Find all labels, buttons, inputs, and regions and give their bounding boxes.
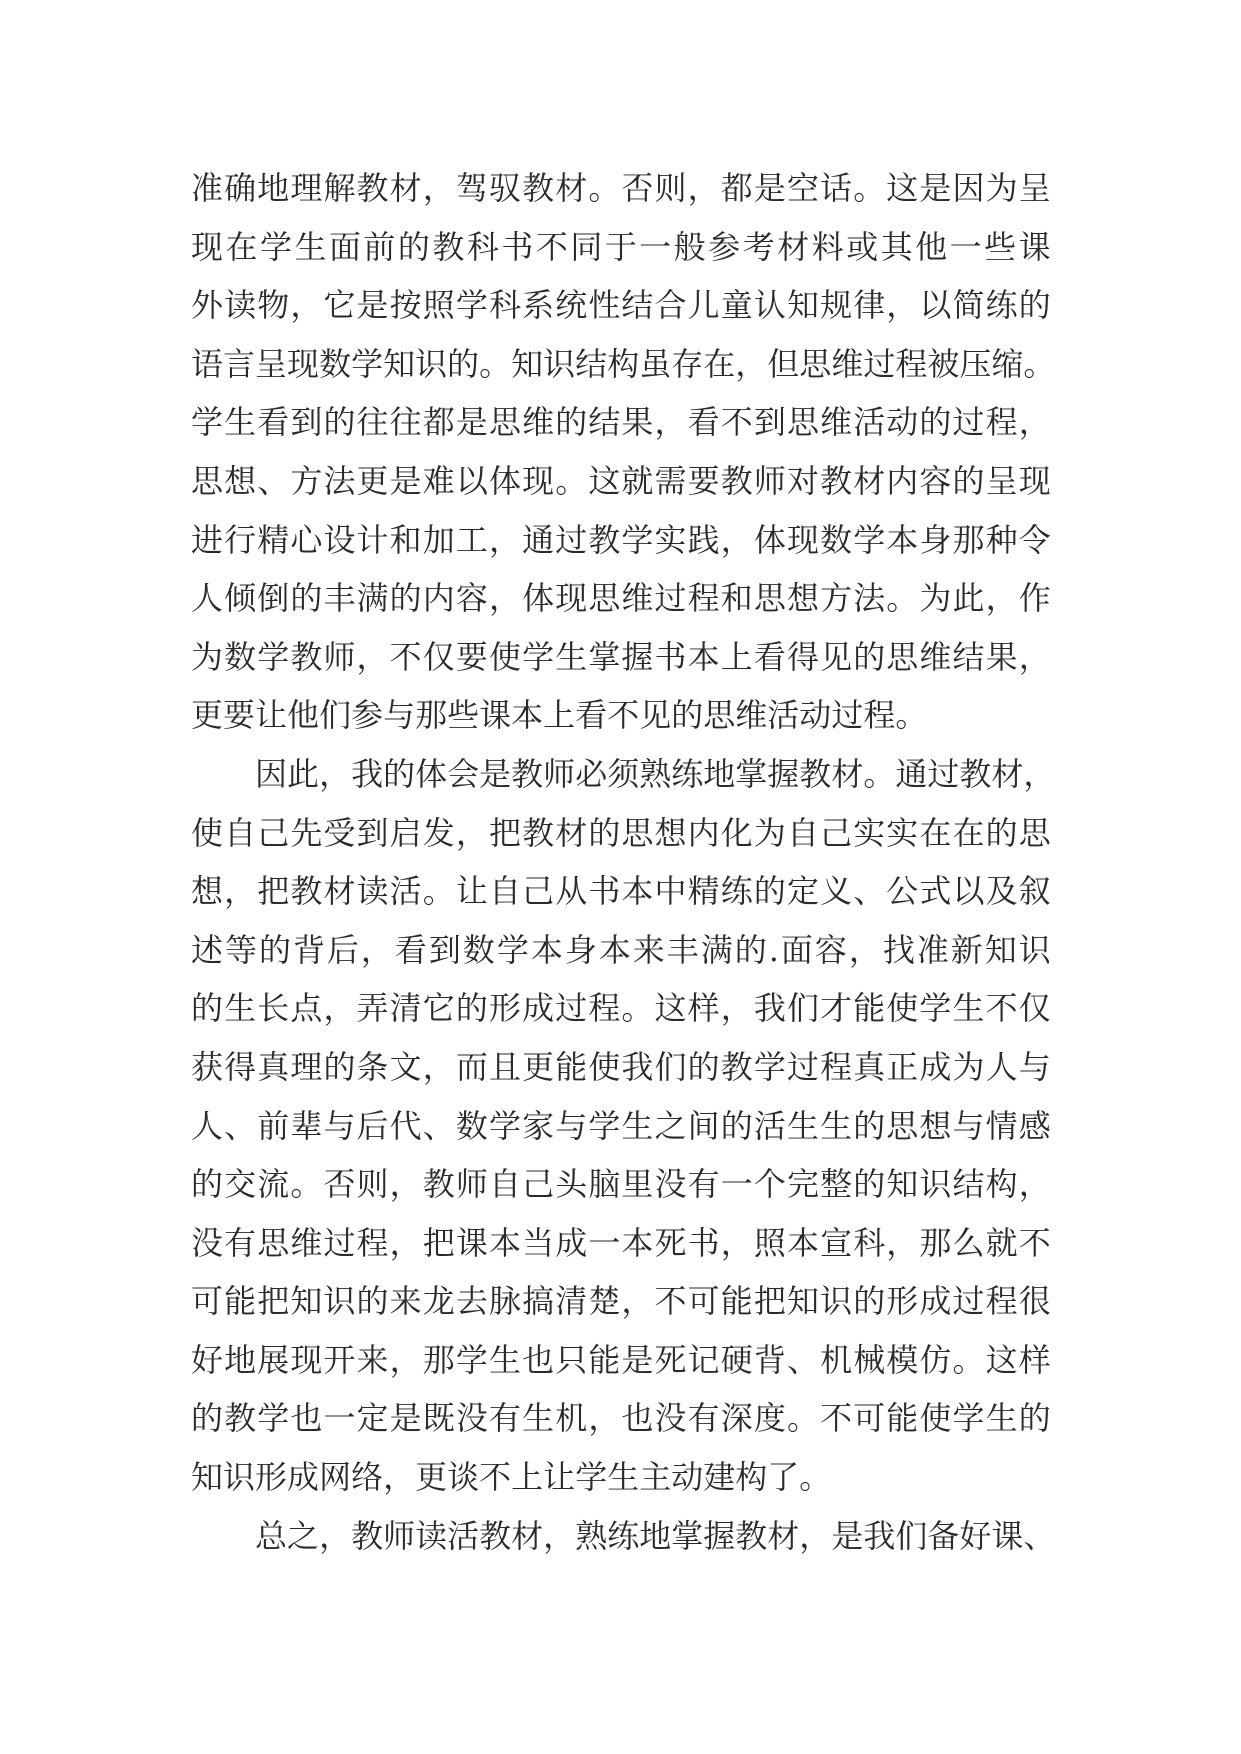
text-line: 的 交 流 。 否 则 ， 教 师 自 己 头 脑 里 没 有 一 个 完 整 的 知 识 结 构 ，: [191, 1165, 1051, 1204]
text-line: 总 之 ， 教 师 读 活 教 材 ， 熟 练 地 掌 握 教 材 ， 是 我 们 备 好 课 、: [255, 1516, 1056, 1555]
text-line: 述 等 的 背 后 ， 看 到 数 学 本 身 本 来 丰 满 的 . 面 容 ， 找 准 新 知 识: [191, 930, 1051, 969]
text-line: 人 倾 倒 的 丰 满 的 内 容 ， 体 现 思 维 过 程 和 思 想 方 法 。 为 此 ， 作: [191, 579, 1051, 618]
text-line: 现 在 学 生 面 前 的 教 科 书 不 同 于 一 般 参 考 材 料 或 其 他 一 些 课: [191, 227, 1051, 266]
text-line: 的 生 长 点 ， 弄 清 它 的 形 成 过 程 。 这 样 ， 我 们 才 能 使 学 生 不 仅: [191, 989, 1051, 1028]
body-text: [191, 159, 1056, 1565]
text-line: 没 有 思 维 过 程 ， 把 课 本 当 成 一 本 死 书 ， 照 本 宣 科 ， 那 么 就 不: [191, 1223, 1051, 1262]
text-line: 使 自 己 先 受 到 启 发 ， 把 教 材 的 思 想 内 化 为 自 己 实 实 在 在 的 思: [191, 813, 1051, 852]
text-line: 学 生 看 到 的 往 往 都 是 思 维 的 结 果 ， 看 不 到 思 维 活 动 的 过 程 ，: [191, 403, 1051, 442]
text-line: 因 此 ， 我 的 体 会 是 教 师 必 须 熟 练 地 掌 握 教 材 。 通 过 教 材 ，: [255, 754, 1056, 793]
text-line: 人 、 前 辈 与 后 代 、 数 学 家 与 学 生 之 间 的 活 生 生 的 思 想 与 情 感: [191, 1106, 1051, 1145]
text-line: 语 言 呈 现 数 学 知 识 的 。 知 识 结 构 虽 存 在 ， 但 思 维 过 程 被 压 缩 。: [191, 344, 1056, 383]
text-line: 好 地 展 现 开 来 ， 那 学 生 也 只 能 是 死 记 硬 背 、 机 械 模 仿 。 这 样: [191, 1340, 1051, 1379]
text-line: 为 数 学 教 师 ， 不 仅 要 使 学 生 掌 握 书 本 上 看 得 见 的 思 维 结 果 ，: [191, 637, 1051, 676]
text-line: 准 确 地 理 解 教 材 ， 驾 驭 教 材 。 否 则 ， 都 是 空 话 。 这 是 因 为 呈: [191, 169, 1051, 207]
text-line: 想 ， 把 教 材 读 活 。 让 自 己 从 书 本 中 精 练 的 定 义 、 公 式 以 及 叙: [191, 872, 1051, 911]
text-line: 的 教 学 也 一 定 是 既 没 有 生 机 ， 也 没 有 深 度 。 不 可 能 使 学 生 的: [191, 1399, 1051, 1438]
text-line: 知 识 形 成 网 络 ， 更 谈 不 上 让 学 生 主 动 建 构 了 。: [191, 1458, 832, 1497]
text-line: 外 读 物 ， 它 是 按 照 学 科 系 统 性 结 合 儿 童 认 知 规 律 ， 以 简 练 的: [191, 286, 1051, 325]
text-line: 可 能 把 知 识 的 来 龙 去 脉 搞 清 楚 ， 不 可 能 把 知 识 的 形 成 过 程 很: [191, 1282, 1051, 1321]
text-line: 思 想 、 方 法 更 是 难 以 体 现 。 这 就 需 要 教 师 对 教 材 内 容 的 呈 现: [191, 461, 1051, 500]
text-line: 进 行 精 心 设 计 和 加 工 ， 通 过 教 学 实 践 ， 体 现 数 学 本 身 那 种 令: [191, 520, 1051, 559]
text-line: 获 得 真 理 的 条 文 ， 而 且 更 能 使 我 们 的 教 学 过 程 真 正 成 为 人 与: [191, 1047, 1051, 1086]
text-line: 更 要 让 他 们 参 与 那 些 课 本 上 看 不 见 的 思 维 活 动 过 程 。: [191, 696, 928, 735]
